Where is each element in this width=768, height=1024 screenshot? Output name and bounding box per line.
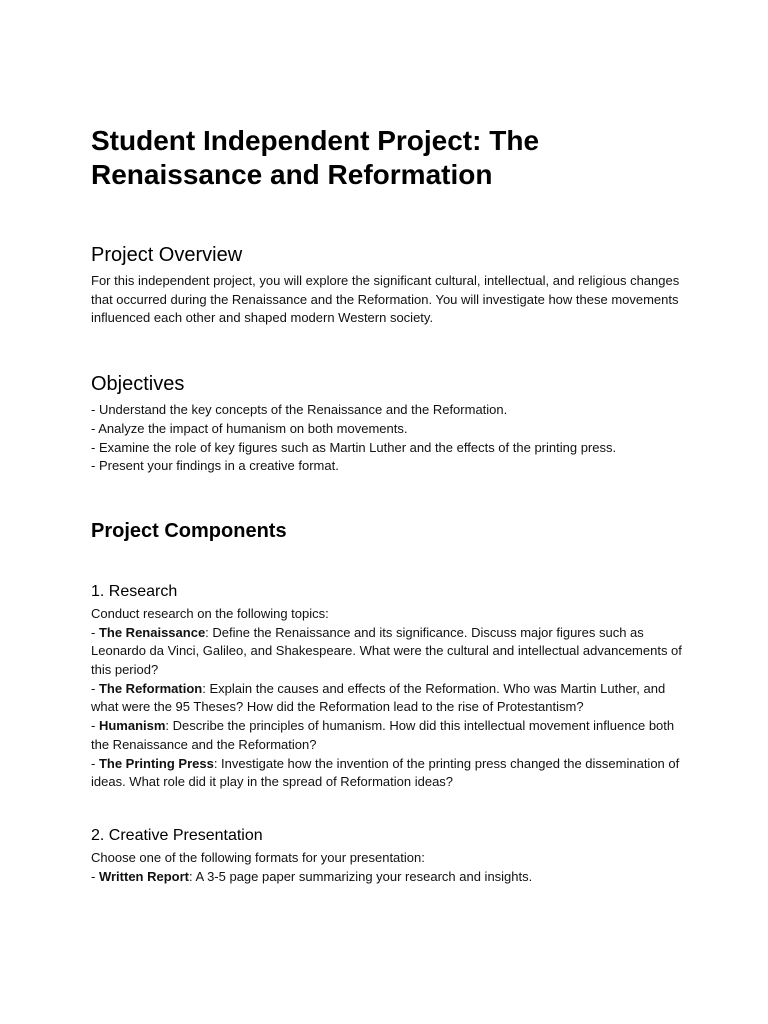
overview-text: For this independent project, you will explore the significant cultural, intellectual, and religious changes that occurred during the Renaissance and the Reformation. You will investigate how these movements influenced each other and shaped modern Western society.	[91, 273, 680, 326]
research-topic: - Humanism: Describe the principles of humanism. How did this intellectual movement influence both the Renaissance and the Reformation?	[91, 718, 675, 752]
topic-term: The Renaissance	[98, 624, 206, 640]
objectives-heading: Objectives	[91, 373, 185, 396]
document-title: Student Independent Project: The Renaissance and Reformation	[91, 125, 540, 190]
objective-item: - Understand the key concepts of the Renaissance and the Reformation.	[91, 402, 508, 418]
document-page	[91, 124, 691, 886]
format-term: Written Report	[98, 868, 189, 884]
research-topic: - The Printing Press: Investigate how the invention of the printing press changed the dissemination of ideas. What role did it play in the spread of Reformation ideas?	[91, 755, 680, 790]
presentation-format: - Written Report: A 3-5 page paper summarizing your research and insights.	[91, 868, 533, 884]
objective-item: - Present your findings in a creative format.	[91, 458, 339, 474]
topic-term: Humanism	[98, 718, 166, 734]
topic-term: The Reformation	[98, 680, 203, 696]
research-heading: 1. Research	[91, 582, 178, 600]
topic-term: The Printing Press	[98, 755, 214, 771]
presentation-heading: 2. Creative Presentation	[91, 826, 263, 844]
objective-item: - Examine the role of key figures such as Martin Luther and the effects of the printing press.	[91, 439, 617, 455]
overview-heading: Project Overview	[91, 244, 243, 266]
research-topic: - The Reformation: Explain the causes and effects of the Reformation. Who was Martin Luther, and what were the 95 Theses? How did the Reformation lead to the rise of Protestantism?	[91, 680, 666, 715]
presentation-intro: Choose one of the following formats for your presentation:	[91, 849, 425, 865]
components-heading: Project Components	[91, 519, 287, 542]
research-intro: Conduct research on the following topics:	[91, 605, 329, 621]
objectives-list	[91, 401, 691, 476]
research-topic: - The Renaissance: Define the Renaissance and its significance. Discuss major figures such as Leonardo da Vinci, Galileo, and Shakespeare. What were the cultural and intellectual advancements of this period?	[91, 624, 682, 678]
objective-item: - Analyze the impact of humanism on both movements.	[91, 420, 408, 436]
